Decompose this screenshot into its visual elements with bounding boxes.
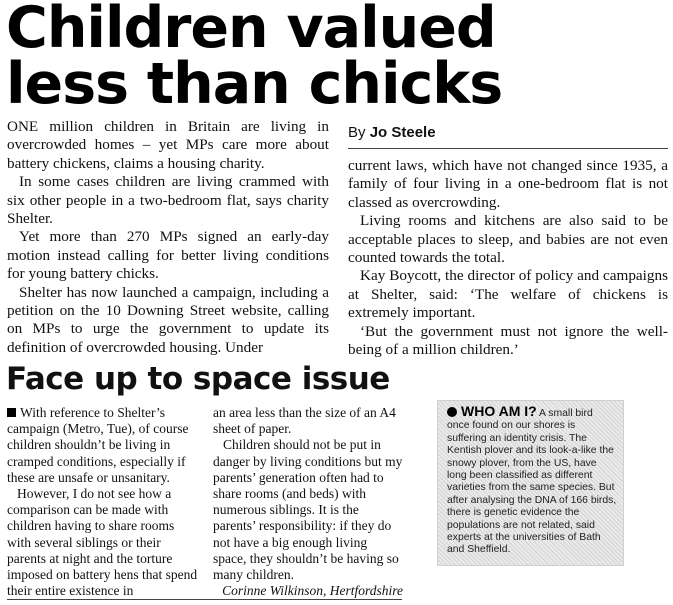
article-paragraph: current laws, which have not changed since 1935, a family of four living in a one-bedroom flat is not classed as overcrowding. bbox=[348, 157, 668, 211]
article-paragraph: ONE million children in Britain are living in overcrowded homes – yet MPs care more about battery chickens, claims a housing charity. bbox=[7, 118, 329, 172]
article-column-1 bbox=[7, 118, 329, 357]
byline bbox=[348, 124, 436, 141]
who-am-i-heading: WHO AM I? bbox=[461, 403, 537, 419]
article-paragraph: Shelter has now launched a campaign, including a petition on the 10 Downing Street website, calling on MPs to urge the government to update its definition of overcrowded housing. Under bbox=[7, 283, 329, 356]
headline-line-1: Children valued bbox=[6, 0, 496, 61]
letter-subhead: Face up to space issue bbox=[6, 361, 390, 397]
headline-line-2: less than chicks bbox=[6, 51, 503, 117]
letter-paragraph bbox=[7, 405, 201, 486]
who-am-i-text: A small bird once found on our shores is suffering an identity crisis. The Kentish plover and its look-a-like the snowy plover, from the US, have long been classified as different varieties from the same species. But after analysing the DNA of 166 birds, there is genetic evidence the populations are not related, said experts at the universities of Bath and Sheffield. bbox=[447, 408, 617, 556]
letter-paragraph: However, I do not see how a comparison can be made with children having to share rooms with several siblings or their parents at night and the torture imposed on battery hens that spend their entire existence in bbox=[7, 486, 198, 599]
bullet-dot-icon bbox=[447, 407, 457, 417]
who-am-i-content bbox=[447, 405, 617, 557]
letter-column-2 bbox=[213, 405, 403, 599]
article-paragraph: Kay Boycott, the director of policy and campaigns at Shelter, said: ‘The welfare of chickens is extremely important. bbox=[348, 267, 668, 322]
article-paragraph: In some cases children are living crammed with six other people in a two-bedroom flat, says charity Shelter. bbox=[7, 173, 329, 228]
who-am-i-box bbox=[437, 400, 624, 566]
byline-divider bbox=[348, 148, 668, 149]
square-bullet-icon bbox=[7, 408, 16, 417]
letter-column-1 bbox=[7, 405, 201, 599]
article-paragraph: ‘But the government must not ignore the well-being of a million children.’ bbox=[348, 322, 668, 359]
letter-signature: Corinne Wilkinson, Hertfordshire bbox=[222, 583, 403, 599]
byline-author: Jo Steele bbox=[369, 124, 436, 141]
letter-paragraph: an area less than the size of an A4 sheet of paper. bbox=[213, 405, 396, 437]
article-paragraph: Living rooms and kitchens are also said to be acceptable places to sleep, and babies are not even counted towards the total. bbox=[348, 212, 668, 267]
article-paragraph: Yet more than 270 MPs signed an early-day motion instead calling for better living conditions for young battery chicks. bbox=[7, 228, 329, 283]
headline bbox=[6, 0, 668, 117]
article-column-2 bbox=[348, 157, 668, 359]
letter-paragraph-text: With reference to Shelter’s campaign (Metro, Tue), of course children shouldn’t be living in cramped conditions, especially if these are unsafe or unsanitary. bbox=[7, 405, 189, 485]
letter-paragraph: Children should not be put in danger by living conditions but my parents’ generation often had to share rooms (and beds) with numerous siblings. It is the parents’ responsibility: if they do not have a big enough living space, they shouldn’t be having so many children. bbox=[213, 437, 403, 583]
byline-prefix: By bbox=[348, 124, 366, 141]
bottom-divider bbox=[7, 599, 402, 600]
